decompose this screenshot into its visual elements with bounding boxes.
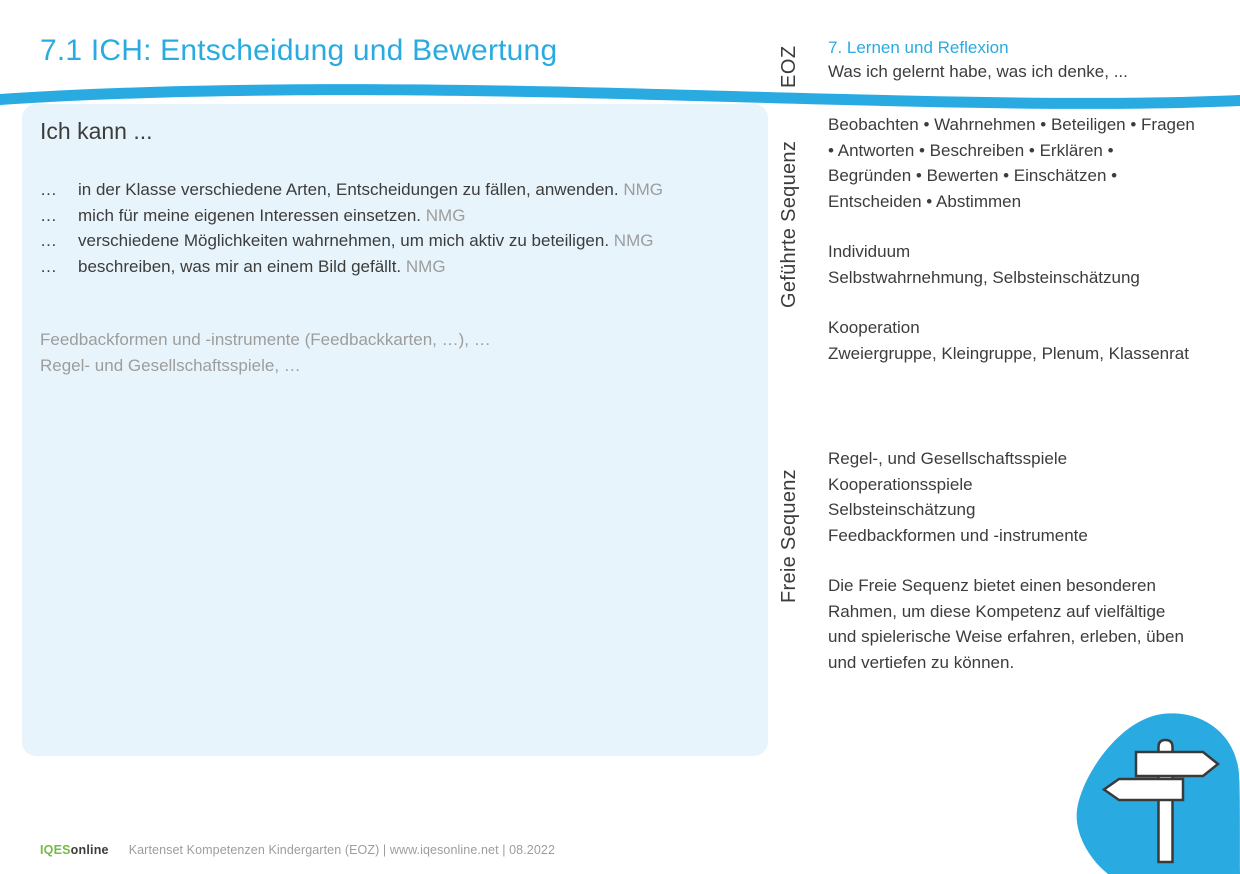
list-item: [40, 177, 750, 203]
subject-tag: NMG: [613, 231, 654, 250]
freie-sequenz-description: Die Freie Sequenz bietet einen besonderen Rahmen, um diese Kompetenz auf vielfältige und spielerische Weise erfahren, erleben, üben und vertiefen zu können.: [828, 576, 1184, 672]
individuum-block: [828, 239, 1198, 290]
ich-kann-heading: Ich kann ...: [40, 118, 153, 144]
list-item-marker: …: [40, 180, 57, 199]
page-title: 7.1 ICH: Entscheidung und Bewertung: [40, 34, 558, 67]
list-item: [40, 254, 750, 280]
materials-line: Regel- und Gesellschaftsspiele, …: [40, 355, 301, 375]
eoz-vertical-label: EOZ: [778, 45, 800, 88]
freie-sequenz-block: [828, 446, 1198, 675]
kooperation-heading: Kooperation: [828, 318, 920, 337]
list-item-text: beschreiben, was mir an einem Bild gefällt. NMG: [78, 256, 446, 276]
ich-kann-panel: [22, 104, 768, 756]
freie-sequenz-vertical-label: Freie Sequenz: [778, 469, 800, 603]
gefuehrte-sequenz-vertical-label: Geführte Sequenz: [778, 140, 800, 308]
signpost-blob: [1070, 712, 1240, 874]
category-title: 7. Lernen und Reflexion: [828, 38, 1009, 57]
subject-tag: NMG: [405, 256, 446, 276]
list-item-text: verschiedene Möglichkeiten wahrnehmen, um mich aktiv zu beteiligen. NMG: [78, 231, 654, 250]
activities-text: Beobachten • Wahrnehmen • Beteiligen • Fragen • Antworten • Beschreiben • Erklären • Begründen • Bewerten • Einschätzen • Entscheiden • Abstimmen: [828, 115, 1195, 211]
list-item-marker: …: [40, 231, 57, 250]
materials-line: Feedbackformen und -instrumente (Feedbackkarten, …), …: [40, 330, 491, 349]
list-item-text: in der Klasse verschiedene Arten, Entscheidungen zu fällen, anwenden. NMG: [78, 180, 663, 199]
subject-tag: NMG: [623, 180, 663, 199]
freie-sequenz-items: [828, 446, 1198, 548]
list-item: [40, 228, 750, 254]
list-item-text: mich für meine eigenen Interessen einsetzen. NMG: [78, 205, 466, 225]
freie-sequenz-item: Feedbackformen und -instrumente: [828, 525, 1088, 545]
list-item-marker: …: [40, 256, 57, 276]
footer: [40, 843, 555, 857]
category-subtitle: Was ich gelernt habe, was ich denke, ...: [828, 62, 1128, 81]
ich-kann-list: [40, 177, 750, 279]
freie-sequenz-item: Kooperationsspiele: [828, 474, 973, 494]
kooperation-text: Zweiergruppe, Kleingruppe, Plenum, Klassenrat: [828, 343, 1189, 363]
freie-sequenz-item: Regel-, und Gesellschaftsspiele: [828, 449, 1068, 468]
iqes-logo: IQESonline: [40, 843, 109, 857]
gefuehrte-sequenz-block: [828, 112, 1198, 366]
list-item-marker: …: [40, 205, 57, 225]
subject-tag: NMG: [425, 205, 466, 225]
freie-sequenz-item: Selbsteinschätzung: [828, 500, 976, 519]
list-item: [40, 203, 750, 229]
materials-block: [40, 327, 750, 378]
individuum-heading: Individuum: [828, 242, 911, 261]
individuum-text: Selbstwahrnehmung, Selbsteinschätzung: [828, 267, 1140, 287]
footer-caption: Kartenset Kompetenzen Kindergarten (EOZ) | www.iqesonline.net | 08.2022: [128, 843, 556, 857]
kooperation-block: [828, 315, 1198, 366]
